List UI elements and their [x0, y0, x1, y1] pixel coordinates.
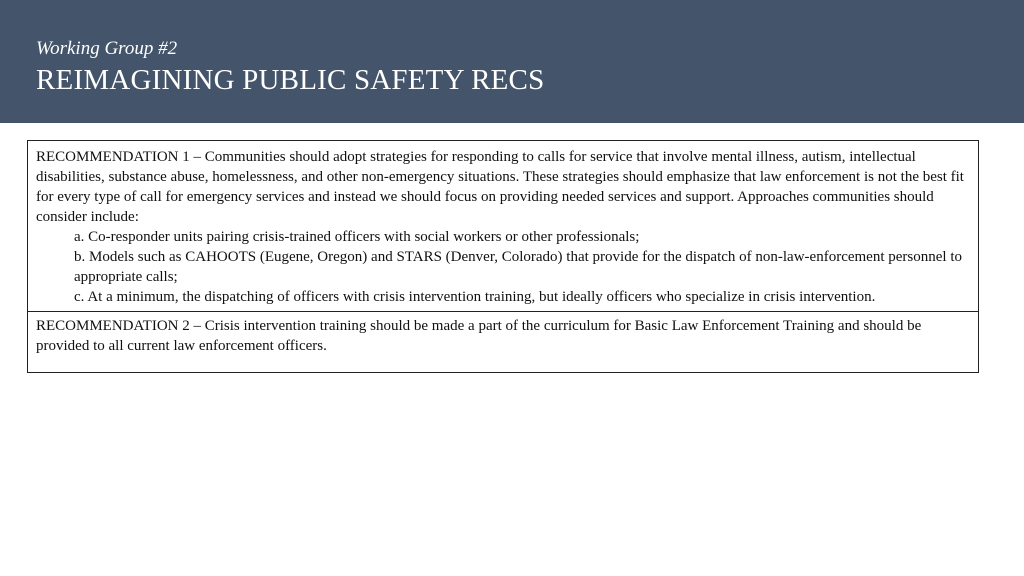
list-item: c. At a minimum, the dispatching of officers with crisis intervention training, but ideally officers who specialize in crisis intervention. — [74, 289, 876, 305]
slide-title: REIMAGINING PUBLIC SAFETY RECS — [36, 64, 545, 96]
table-row — [28, 141, 979, 312]
recommendation-1-cell — [28, 141, 979, 312]
header-banner — [0, 0, 1024, 123]
list-item: b. Models such as CAHOOTS (Eugene, Oregon) and STARS (Denver, Colorado) that provide for the dispatch of non-law-enforcement personnel to appropriate calls; — [74, 249, 962, 285]
recommendation-1-approaches — [36, 227, 970, 307]
slide-subtitle: Working Group #2 — [36, 38, 178, 59]
recommendations-table — [27, 140, 979, 373]
list-item: a. Co-responder units pairing crisis-trained officers with social workers or other professionals; — [74, 229, 640, 245]
recommendation-1-text: RECOMMENDATION 1 – Communities should adopt strategies for responding to calls for service that involve mental illness, autism, intellectual disabilities, substance abuse, homelessness, and other non-emergency situations. These strategies should emphasize that law enforcement is not the best fit for every type of call for emergency services and instead we should focus on providing needed services and support. Approaches communities should consider include: — [36, 149, 964, 225]
recommendation-2-text: RECOMMENDATION 2 – Crisis intervention training should be made a part of the curriculum for Basic Law Enforcement Training and should be provided to all current law enforcement officers. — [36, 318, 922, 354]
table-row — [28, 312, 979, 373]
recommendation-2-cell — [28, 312, 979, 373]
